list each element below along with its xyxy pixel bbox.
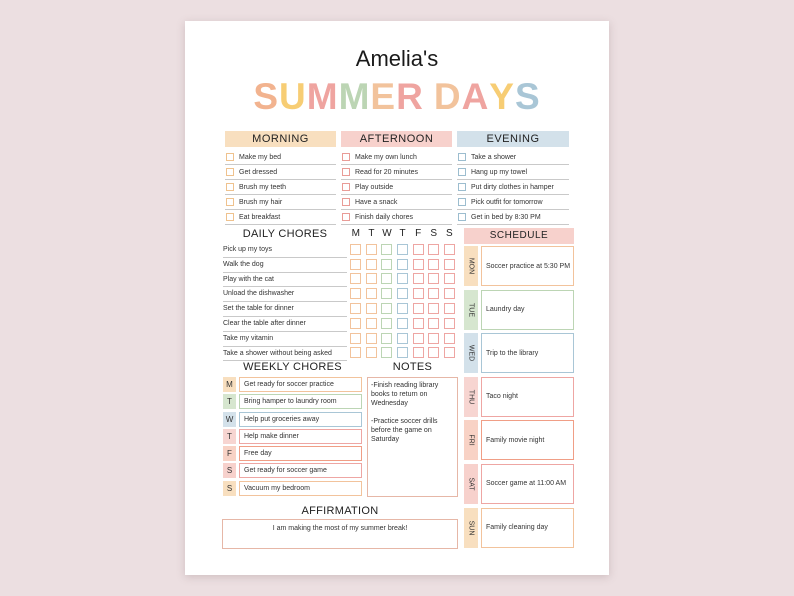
chore-checkbox[interactable] xyxy=(381,347,392,358)
weekday-letter: T xyxy=(368,228,375,239)
weekday-letter: S xyxy=(430,228,438,239)
chore-checkbox[interactable] xyxy=(444,288,455,299)
weekday-letter: W xyxy=(382,228,392,239)
routine-task xyxy=(341,165,452,180)
weekly-chore-row xyxy=(223,463,362,478)
routine-task xyxy=(225,180,336,195)
schedule-row xyxy=(464,420,574,460)
schedule-day-label: WED xyxy=(464,333,478,373)
weekly-chore-day: S xyxy=(223,481,236,496)
task-checkbox[interactable] xyxy=(342,198,350,206)
weekly-chore-row xyxy=(223,377,362,392)
chore-checkbox[interactable] xyxy=(366,259,377,270)
chore-checkbox[interactable] xyxy=(428,273,439,284)
chore-checkbox[interactable] xyxy=(397,273,408,284)
evening-heading: EVENING xyxy=(457,131,569,147)
chore-checkbox[interactable] xyxy=(350,318,361,329)
affirmation-heading: AFFIRMATION xyxy=(301,505,379,517)
weekly-chores xyxy=(223,361,362,498)
weekly-chore-row xyxy=(223,429,362,444)
schedule-event: Soccer game at 11:00 AM xyxy=(481,464,574,504)
planner-owner-name: Amelia's xyxy=(355,46,439,71)
chore-checkbox[interactable] xyxy=(366,303,377,314)
daily-chore-item: Clear the table after dinner xyxy=(223,317,347,332)
weekly-chore-task: Free day xyxy=(239,446,362,461)
chore-checkbox[interactable] xyxy=(413,273,424,284)
task-label: Brush my hair xyxy=(239,198,283,206)
notes-box[interactable] xyxy=(367,377,458,497)
task-label: Play outside xyxy=(355,183,394,191)
evening-routine xyxy=(457,131,569,225)
morning-heading: MORNING xyxy=(225,131,336,147)
weekly-chore-row xyxy=(223,412,362,427)
routine-task xyxy=(457,210,569,225)
schedule-row xyxy=(464,290,574,330)
daily-chore-item: Play with the cat xyxy=(223,273,347,288)
task-checkbox[interactable] xyxy=(342,153,350,161)
chore-checkbox[interactable] xyxy=(350,303,361,314)
chore-checkbox[interactable] xyxy=(428,318,439,329)
weekday-letter: M xyxy=(351,228,360,239)
routine-task xyxy=(341,150,452,165)
schedule-event: Laundry day xyxy=(481,290,574,330)
title-letter: Y xyxy=(489,76,515,117)
task-label: Hang up my towel xyxy=(471,168,528,176)
chore-checkbox[interactable] xyxy=(350,333,361,344)
weekly-chore-task: Get ready for soccer game xyxy=(239,463,362,478)
weekly-chore-day: W xyxy=(223,412,236,427)
routine-task xyxy=(225,210,336,225)
schedule-day-label: THU xyxy=(464,377,478,417)
chore-checkbox[interactable] xyxy=(444,333,455,344)
chore-checkbox[interactable] xyxy=(366,244,377,255)
task-checkbox[interactable] xyxy=(226,198,234,206)
affirmation-section xyxy=(222,505,458,549)
chore-checkbox[interactable] xyxy=(381,318,392,329)
chore-checkbox[interactable] xyxy=(397,333,408,344)
task-checkbox[interactable] xyxy=(226,183,234,191)
title-letter: S xyxy=(253,76,280,117)
daily-chores-grid xyxy=(348,228,460,360)
weekly-chore-day: T xyxy=(223,429,236,444)
chore-checkbox[interactable] xyxy=(350,244,361,255)
weekly-chore-day: M xyxy=(223,377,236,392)
title-letter: D xyxy=(433,76,462,117)
chore-checkbox[interactable] xyxy=(397,318,408,329)
schedule-event: Trip to the library xyxy=(481,333,574,373)
chore-checkbox-row xyxy=(348,301,460,316)
routine-task xyxy=(225,195,336,210)
schedule-section xyxy=(464,228,574,551)
chore-checkbox-row xyxy=(348,242,460,257)
task-checkbox[interactable] xyxy=(226,153,234,161)
chore-checkbox[interactable] xyxy=(397,303,408,314)
chore-checkbox[interactable] xyxy=(350,273,361,284)
weekly-chore-row xyxy=(223,394,362,409)
chore-checkbox[interactable] xyxy=(350,288,361,299)
schedule-row xyxy=(464,508,574,548)
afternoon-routine xyxy=(341,131,452,225)
chore-checkbox[interactable] xyxy=(397,347,408,358)
daily-chore-item: Unload the dishwasher xyxy=(223,287,347,302)
chore-checkbox[interactable] xyxy=(444,244,455,255)
schedule-event: Taco night xyxy=(481,377,574,417)
daily-chore-item: Pick up my toys xyxy=(223,243,347,258)
weekly-chore-task: Get ready for soccer practice xyxy=(239,377,362,392)
schedule-heading: SCHEDULE xyxy=(464,228,574,244)
routine-task xyxy=(225,165,336,180)
task-checkbox[interactable] xyxy=(226,213,234,221)
weekly-chore-task: Vacuum my bedroom xyxy=(239,481,362,496)
weekly-chore-task: Bring hamper to laundry room xyxy=(239,394,362,409)
routine-task xyxy=(341,180,452,195)
task-label: Brush my teeth xyxy=(239,183,287,191)
notes-section xyxy=(367,361,458,497)
chore-checkbox[interactable] xyxy=(366,318,377,329)
chore-checkbox[interactable] xyxy=(397,259,408,270)
daily-chore-item: Set the table for dinner xyxy=(223,302,347,317)
task-label: Have a snack xyxy=(355,198,398,206)
task-checkbox[interactable] xyxy=(342,183,350,191)
chore-checkbox[interactable] xyxy=(381,333,392,344)
weekly-chore-task: Help put groceries away xyxy=(239,412,362,427)
chore-checkbox[interactable] xyxy=(397,244,408,255)
chore-checkbox[interactable] xyxy=(381,273,392,284)
title-letter: M xyxy=(306,76,339,117)
chore-checkbox[interactable] xyxy=(397,288,408,299)
chore-checkbox[interactable] xyxy=(366,333,377,344)
affirmation-box: I am making the most of my summer break! xyxy=(222,519,458,549)
chore-checkbox[interactable] xyxy=(413,303,424,314)
task-checkbox[interactable] xyxy=(458,168,466,176)
task-label: Make my bed xyxy=(239,153,282,161)
schedule-event: Family movie night xyxy=(481,420,574,460)
weekly-chores-heading: WEEKLY CHORES xyxy=(243,361,342,373)
chore-checkbox[interactable] xyxy=(428,303,439,314)
chore-checkbox-row xyxy=(348,346,460,361)
planner-title xyxy=(185,76,609,118)
planner-sheet xyxy=(185,21,609,575)
task-label: Make my own lunch xyxy=(355,153,417,161)
task-checkbox[interactable] xyxy=(342,213,350,221)
chore-checkbox[interactable] xyxy=(413,288,424,299)
routine-task xyxy=(225,150,336,165)
schedule-day-label: SAT xyxy=(464,464,478,504)
note-line: -Practice soccer drills before the game on Saturday xyxy=(371,418,438,443)
chore-checkbox[interactable] xyxy=(366,273,377,284)
morning-routine xyxy=(225,131,336,225)
weekday-letters xyxy=(348,228,460,242)
title-letter: R xyxy=(396,76,424,117)
chore-checkbox-row xyxy=(348,316,460,331)
task-checkbox[interactable] xyxy=(458,183,466,191)
weekly-chore-day: F xyxy=(223,446,236,461)
title-letter: S xyxy=(514,76,541,117)
routine-task xyxy=(341,195,452,210)
chore-checkbox[interactable] xyxy=(413,244,424,255)
daily-chore-item: Walk the dog xyxy=(223,258,347,273)
chore-checkbox[interactable] xyxy=(428,288,439,299)
chore-checkbox[interactable] xyxy=(413,318,424,329)
note-line: -Finish reading library books to return on Wednesday xyxy=(371,382,439,407)
weekly-chore-day: T xyxy=(223,394,236,409)
chore-checkbox[interactable] xyxy=(413,347,424,358)
daily-chores-list xyxy=(223,228,347,361)
task-checkbox[interactable] xyxy=(226,168,234,176)
task-label: Take a shower xyxy=(471,153,517,161)
schedule-day-label: MON xyxy=(464,246,478,286)
chore-checkbox[interactable] xyxy=(381,259,392,270)
chore-checkbox[interactable] xyxy=(428,244,439,255)
schedule-event: Family cleaning day xyxy=(481,508,574,548)
task-label: Read for 20 minutes xyxy=(355,168,419,176)
schedule-day-label: TUE xyxy=(464,290,478,330)
title-letter: M xyxy=(338,76,371,117)
weekly-chore-row xyxy=(223,481,362,496)
chore-checkbox[interactable] xyxy=(444,259,455,270)
afternoon-heading: AFTERNOON xyxy=(341,131,452,147)
routine-task xyxy=(457,195,569,210)
task-label: Eat breakfast xyxy=(239,213,281,221)
task-checkbox[interactable] xyxy=(342,168,350,176)
weekday-letter: S xyxy=(446,228,453,239)
title-letter: U xyxy=(279,76,307,117)
routine-task xyxy=(457,150,569,165)
chore-checkbox[interactable] xyxy=(350,259,361,270)
weekly-chore-day: S xyxy=(223,463,236,478)
title-letter: A xyxy=(461,76,490,117)
chore-checkbox[interactable] xyxy=(444,273,455,284)
chore-checkbox[interactable] xyxy=(381,288,392,299)
chore-checkbox[interactable] xyxy=(444,347,455,358)
chore-checkbox-row xyxy=(348,257,460,272)
routine-task xyxy=(457,180,569,195)
task-checkbox[interactable] xyxy=(458,153,466,161)
task-label: Put dirty clothes in hamper xyxy=(471,183,554,191)
daily-chores-heading: DAILY CHORES xyxy=(242,228,328,240)
schedule-day-label: FRI xyxy=(464,420,478,460)
daily-chore-item: Take a shower without being asked xyxy=(223,347,347,362)
schedule-day-label: SUN xyxy=(464,508,478,548)
chore-checkbox-row xyxy=(348,286,460,301)
task-label: Finish daily chores xyxy=(355,213,413,221)
routine-task xyxy=(457,165,569,180)
chore-checkbox-grid xyxy=(348,242,460,360)
title-letter: E xyxy=(370,76,397,117)
schedule-row xyxy=(464,246,574,286)
chore-checkbox[interactable] xyxy=(444,318,455,329)
chore-checkbox[interactable] xyxy=(444,303,455,314)
daily-chore-item: Take my vitamin xyxy=(223,332,347,347)
task-checkbox[interactable] xyxy=(458,198,466,206)
chore-checkbox[interactable] xyxy=(428,347,439,358)
chore-checkbox[interactable] xyxy=(413,259,424,270)
weekly-chore-task: Help make dinner xyxy=(239,429,362,444)
task-checkbox[interactable] xyxy=(458,213,466,221)
chore-checkbox[interactable] xyxy=(413,333,424,344)
chore-checkbox-row xyxy=(348,331,460,346)
chore-checkbox[interactable] xyxy=(366,288,377,299)
task-label: Pick outfit for tomorrow xyxy=(471,198,543,206)
chore-checkbox[interactable] xyxy=(381,303,392,314)
schedule-row xyxy=(464,464,574,504)
weekday-letter: T xyxy=(399,228,406,239)
schedule-row xyxy=(464,333,574,373)
notes-heading: NOTES xyxy=(392,361,433,373)
task-label: Get dressed xyxy=(239,168,278,176)
schedule-event: Soccer practice at 5:30 PM xyxy=(481,246,574,286)
schedule-row xyxy=(464,377,574,417)
chore-checkbox-row xyxy=(348,272,460,287)
routine-task xyxy=(341,210,452,225)
chore-checkbox[interactable] xyxy=(428,259,439,270)
weekly-chore-row xyxy=(223,446,362,461)
task-label: Get in bed by 8:30 PM xyxy=(471,213,541,221)
chore-checkbox[interactable] xyxy=(366,347,377,358)
chore-checkbox[interactable] xyxy=(350,347,361,358)
weekday-letter: F xyxy=(415,228,422,239)
chore-checkbox[interactable] xyxy=(381,244,392,255)
chore-checkbox[interactable] xyxy=(428,333,439,344)
